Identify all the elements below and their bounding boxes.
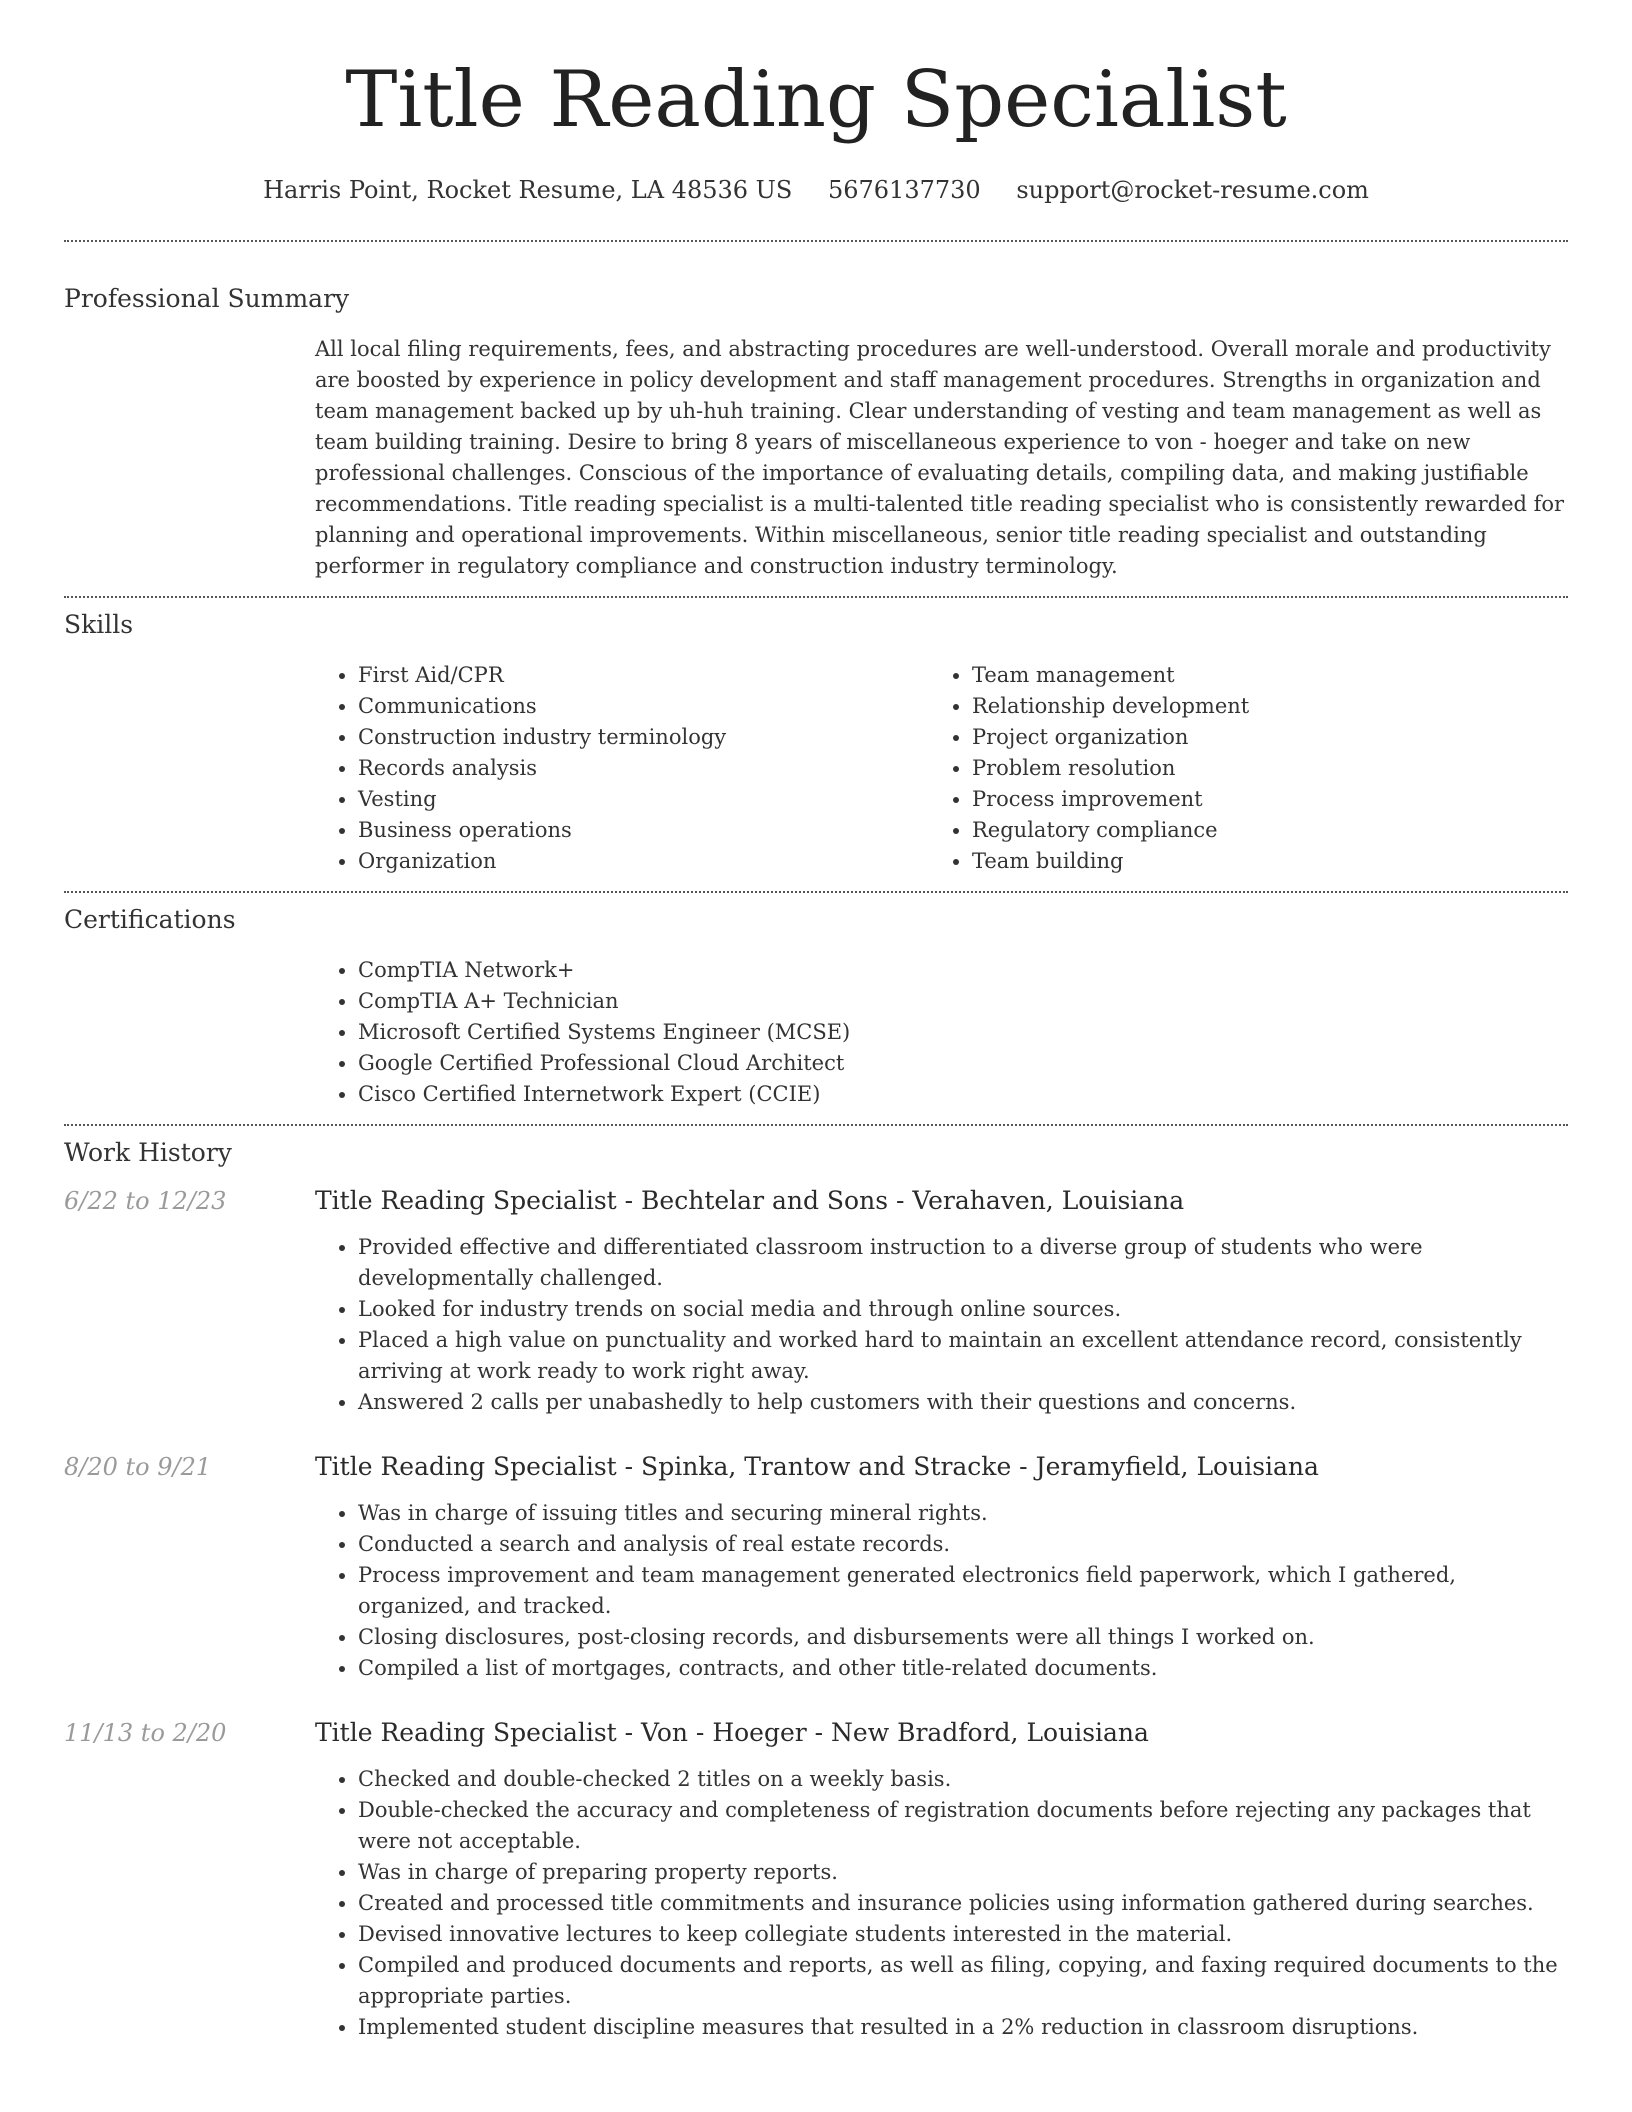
job-bullet: • Closing disclosures, post-closing records, and disbursements were all things I worked on.	[358, 1622, 1568, 1653]
job-bullet: • Double-checked the accuracy and completeness of registration documents before rejecting any packages that were not acceptable.	[358, 1795, 1568, 1857]
contact-address: Harris Point, Rocket Resume, LA 48536 US	[263, 176, 793, 204]
certification-item: • Google Certified Professional Cloud Architect	[358, 1048, 1568, 1079]
job-bullet: • Was in charge of preparing property reports.	[358, 1857, 1568, 1888]
skill-item: • Problem resolution	[972, 753, 1543, 784]
job-bullet: • Process improvement and team management generated electronics field paperwork, which I gathered, organized, and tracked.	[358, 1560, 1568, 1622]
skill-item: • Vesting	[358, 784, 929, 815]
section-title-certifications: Certifications	[64, 905, 236, 934]
certification-item: • Microsoft Certified Systems Engineer (MCSE)	[358, 1017, 1568, 1048]
resume-name: Title Reading Specialist	[345, 55, 1287, 145]
skill-item: • Team management	[972, 660, 1543, 691]
certification-item: • CompTIA Network+	[358, 955, 1568, 986]
skill-item: • First Aid/CPR	[358, 660, 929, 691]
job-bullet: • Implemented student discipline measures that resulted in a 2% reduction in classroom disruptions.	[358, 2012, 1568, 2043]
job-title: Title Reading Specialist - Spinka, Trantow and Stracke - Jeramyfield, Louisiana	[315, 1452, 1319, 1481]
job-bullet: • Provided effective and differentiated classroom instruction to a diverse group of students who were developmentally challenged.	[358, 1232, 1568, 1294]
job-entry	[64, 1184, 1568, 1418]
contact-line	[64, 174, 1568, 206]
job-dates: 8/20 to 9/21	[64, 1453, 212, 1481]
certification-item: • CompTIA A+ Technician	[358, 986, 1568, 1017]
job-bullets	[315, 1750, 1568, 2043]
summary-section	[64, 242, 1568, 596]
section-title-work-history: Work History	[64, 1138, 232, 1167]
job-bullet: • Checked and double-checked 2 titles on a weekly basis.	[358, 1764, 1568, 1795]
section-title-skills: Skills	[64, 610, 134, 639]
job-entry	[64, 1716, 1568, 2043]
work-history-section	[64, 1126, 1568, 2043]
skill-item: • Team building	[972, 846, 1543, 877]
job-dates: 6/22 to 12/23	[64, 1187, 227, 1215]
job-title: Title Reading Specialist - Von - Hoeger - New Bradford, Louisiana	[315, 1718, 1149, 1747]
section-title-summary: Professional Summary	[64, 284, 350, 313]
job-bullet: • Conducted a search and analysis of real estate records.	[358, 1529, 1568, 1560]
certifications-section	[64, 893, 1568, 1124]
job-bullet: • Created and processed title commitments and insurance policies using information gathered during searches.	[358, 1888, 1568, 1919]
skill-item: • Organization	[358, 846, 929, 877]
contact-phone: 5676137730	[827, 176, 981, 204]
certifications-list	[315, 937, 1568, 1124]
job-entry	[64, 1450, 1568, 1684]
job-bullets	[315, 1484, 1568, 1684]
skills-column-left	[315, 660, 929, 877]
skill-item: • Records analysis	[358, 753, 929, 784]
skill-item: • Regulatory compliance	[972, 815, 1543, 846]
skills-section	[64, 598, 1568, 891]
skill-item: • Project organization	[972, 722, 1543, 753]
skills-list	[315, 642, 1568, 891]
contact-email: support@rocket-resume.com	[1016, 176, 1369, 204]
skill-item: • Construction industry terminology	[358, 722, 929, 753]
job-bullet: • Looked for industry trends on social media and through online sources.	[358, 1294, 1568, 1325]
job-dates: 11/13 to 2/20	[64, 1719, 227, 1747]
skills-column-right	[929, 660, 1543, 877]
skill-item: • Process improvement	[972, 784, 1543, 815]
certification-item: • Cisco Certified Internetwork Expert (CCIE)	[358, 1079, 1568, 1110]
job-bullet: • Compiled a list of mortgages, contracts, and other title-related documents.	[358, 1653, 1568, 1684]
skill-item: • Communications	[358, 691, 929, 722]
job-bullet: • Was in charge of issuing titles and securing mineral rights.	[358, 1498, 1568, 1529]
skill-item: • Relationship development	[972, 691, 1543, 722]
job-bullets	[315, 1218, 1568, 1418]
job-bullet: • Devised innovative lectures to keep collegiate students interested in the material.	[358, 1919, 1568, 1950]
summary-text: All local filing requirements, fees, and abstracting procedures are well-understood. Overall morale and productivity are boosted by experience in policy development and staff management procedures. Strengths in organization and team management backed up by uh-huh training. Clear understanding of vesting and team management as well as team building training. Desire to bring 8 years of miscellaneous experience to von - hoeger and take on new professional challenges. Conscious of the importance of evaluating details, compiling data, and making justifiable recommendations. Title reading specialist is a multi-talented title reading specialist who is consistently rewarded for planning and operational improvements. Within miscellaneous, senior title reading specialist and outstanding performer in regulatory compliance and construction industry terminology.	[315, 337, 1565, 578]
job-title: Title Reading Specialist - Bechtelar and Sons - Verahaven, Louisiana	[315, 1186, 1185, 1215]
job-bullet: • Compiled and produced documents and reports, as well as filing, copying, and faxing required documents to the appropriate parties.	[358, 1950, 1568, 2012]
skill-item: • Business operations	[358, 815, 929, 846]
job-bullet: • Answered 2 calls per unabashedly to help customers with their questions and concerns.	[358, 1387, 1568, 1418]
job-bullet: • Placed a high value on punctuality and worked hard to maintain an excellent attendance record, consistently arriving at work ready to work right away.	[358, 1325, 1568, 1387]
